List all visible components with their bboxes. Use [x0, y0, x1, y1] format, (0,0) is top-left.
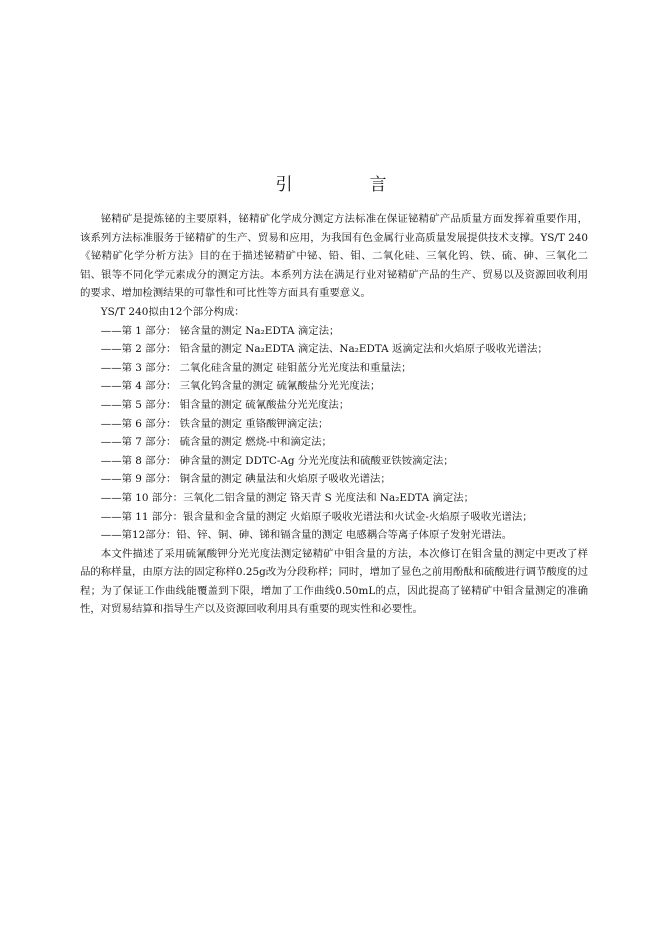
list-item: ——第12部分：铅、锌、铜、砷、锑和镉含量的测定 电感耦合等离子体原子发射光谱法。 [100, 529, 513, 542]
list-item: ——第 3 部分： 二氧化硅含量的测定 硅钼蓝分光光度法和重量法； [100, 361, 412, 374]
intro-paragraph: 铋精矿是提炼铋的主要原料，铋精矿化学成分测定方法标准在保证铋精矿产品质量方面发挥着重要作用，该系列方法标准服务于铋精矿的生产、贸易和应用，为我国有色金属行业高质量发展提供技术支撑。YS/T 240《铋精矿化学分析方法》目的在于描述铋精矿中铋、铅、钼、二氧化硅、三氧化钨、铁、硫、砷、三氧化二铝、银等不同化学元素成分的测定方法。本系列方法在满足行业对铋精矿产品的生产、贸易以及资源回收利用的要求、增加检测结果的可靠性和可比性等方面具有重要意义。 [80, 213, 588, 300]
document-body [80, 210, 588, 619]
closing-paragraph: 本文件描述了采用硫氰酸钾分光光度法测定铋精矿中钼含量的方法，本次修订在钼含量的测定中更改了样品的称样量，由原方法的固定称样0.25g改为分段称样；同时，增加了显色之前用酚酞和硫酸进行调节酸度的过程；为了保证工作曲线能覆盖到下限，增加了工作曲线0.50mL的点，因此提高了铋精矿中钼含量测定的准确性，对贸易结算和指导生产以及资源回收利用具有重要的现实性和必要性。 [80, 547, 588, 616]
list-item: ——第 8 部分： 砷含量的测定 DDTC-Ag 分光光度法和硫酸亚铁铵滴定法； [100, 454, 454, 467]
list-item: ——第 5 部分： 钼含量的测定 硫氰酸盐分光光度法； [100, 398, 350, 411]
page-title: 引 言 [275, 175, 417, 195]
list-item: ——第 11 部分：银含量和金含量的测定 火焰原子吸收光谱法和火试金-火焰原子吸收光谱法； [100, 510, 533, 523]
list-item: ——第 2 部分： 铅含量的测定 Na₂EDTA 滴定法、Na₂EDTA 返滴定法和火焰原子吸收光谱法； [100, 343, 548, 356]
list-item: ——第 6 部分： 铁含量的测定 重铬酸钾滴定法； [100, 417, 329, 430]
list-item: ——第 7 部分： 硫含量的测定 燃烧-中和滴定法； [100, 436, 332, 449]
list-item: ——第 1 部分： 铋含量的测定 Na₂EDTA 滴定法； [100, 324, 340, 337]
parts-list [80, 322, 588, 545]
list-item: ——第 9 部分： 铜含量的测定 碘量法和火焰原子吸收光谱法； [100, 473, 391, 486]
list-item: ——第 4 部分： 三氧化钨含量的测定 硫氰酸盐分光光度法； [100, 380, 381, 393]
list-intro: YS/T 240拟由12个部分构成： [100, 305, 245, 318]
list-item: ——第 10 部分：三氧化二铝含量的测定 铬天青 S 光度法和 Na₂EDTA 滴定法； [100, 491, 475, 504]
